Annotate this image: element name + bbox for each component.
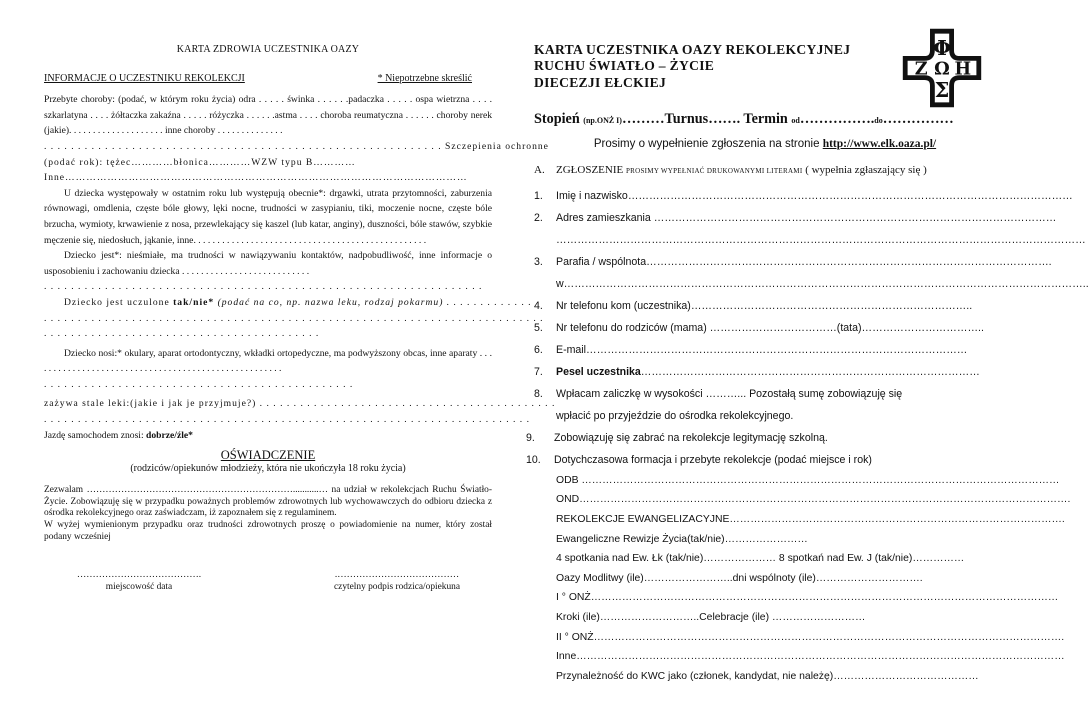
od-label: od xyxy=(791,116,800,126)
allergy-yes-no: tak/nie* xyxy=(173,296,215,308)
item-address-field[interactable]: Adres zamieszkania …………………………………………………………………………………………………… xyxy=(556,212,1057,225)
phos-zoe-cross-logo xyxy=(902,28,982,108)
item-pesel-label: Pesel uczestnika xyxy=(556,366,641,379)
svg-text:Σ: Σ xyxy=(934,76,950,102)
do-label: do xyxy=(874,116,883,126)
item-number: 8. xyxy=(534,388,543,401)
place-date-signature[interactable] xyxy=(44,569,234,593)
formation-prayer-oases[interactable]: Oazy Modlitwy (ile)……………………..dni wspólnoty (ile)…………………………. xyxy=(556,572,923,584)
section-title: ZGŁOSZENIE xyxy=(556,164,624,177)
item-number: 6. xyxy=(534,344,543,357)
item-phone-parents[interactable] xyxy=(534,312,996,334)
stopien-label: Stopień xyxy=(534,111,580,128)
item-formation xyxy=(526,444,996,467)
section-a-heading xyxy=(534,164,996,176)
registration-items xyxy=(526,180,1089,682)
stopien-turnus-termin-row[interactable] xyxy=(534,111,996,128)
online-form-link[interactable]: http://www.elk.oaza.pl/ xyxy=(822,138,937,151)
info-heading: INFORMACJE O UCZESTNIKU REKOLEKCJI xyxy=(44,72,245,84)
formation-ond[interactable]: OND……………………………………………………………………………………………………………………………. xyxy=(556,494,1071,506)
registration-card xyxy=(526,35,1089,682)
item-parish-field[interactable]: Parafia / wspólnota……………………………………………………………………………………………………. xyxy=(556,256,1052,269)
stopien-hint: (np.ONŻ I) xyxy=(583,116,622,126)
allergy-dots-1[interactable]: . . . . . . . . . . . . . . . . . . . . . . . . . . . . . . . . . . . . . . . . . . . . . . . . . . . . . . . . . . . . . . . . . . . . . . . . . . xyxy=(44,312,544,324)
svg-text:Ω: Ω xyxy=(934,58,950,80)
formation-other[interactable]: Inne…………………………………………………………………………………………………………………………… xyxy=(556,651,1065,663)
item-name[interactable] xyxy=(534,180,1073,203)
aids-dots[interactable]: . . . . . . . . . . . . . . . . . . . . . . . . . . . . . . . . . . . . . . . . . . . . . . xyxy=(44,378,354,390)
other-field[interactable]: Inne…………………………………………………………………………………………………… xyxy=(44,172,468,184)
formation-gospel-meetings[interactable]: 4 spotkania nad Ew. Łk (tak/nie)………………… 8 spotkań nad Ew. J (tak/nie)…………… xyxy=(556,553,965,565)
aids-field[interactable]: Dziecko nosi:* okulary, aparat ortodontyczny, wkładki ortopedyczne, ma podwyższony obcas, inne aparaty . . . . . . . . . . . . . . . . . . . . . . . . . . . . . . . . . . . . . . . . . . . . . . . . . . . . . xyxy=(44,347,492,375)
allergy-dots-2[interactable]: . . . . . . . . . . . . . . . . . . . . . . . . . . . . . . . . . . . . . . . . . xyxy=(44,328,320,340)
item-phone-parents-field[interactable]: Nr telefonu do rodziców (mama) ………………………………(tata)…………………………….. xyxy=(556,322,984,335)
item-phone-participant[interactable] xyxy=(534,290,996,312)
registration-title-line-2: RUCHU ŚWIATŁO – ŻYCIE xyxy=(534,58,715,74)
formation-steps[interactable]: Kroki (ile)………………………..Celebracje (ile) ……………………… xyxy=(556,611,866,623)
item-number: 4. xyxy=(534,300,543,313)
section-caps-note: PROSIMY WYPEŁNIAĆ DRUKOWANYMI LITERAMI xyxy=(625,167,803,176)
notify-text: W wyżej wymienionym przypadku oraz trudności zdrowotnych proszę o powiadomienie na numer, który został podany wcześniej xyxy=(44,520,492,542)
item-number: 10. xyxy=(526,454,541,467)
item-number: 3. xyxy=(534,256,543,269)
item-name-field[interactable]: Imię i nazwisko……………………………………………………………………………………………………………… xyxy=(556,190,1073,203)
formation-rewizje[interactable]: Ewangeliczne Rewizje Życia(tak/nie)…………………… xyxy=(556,533,808,545)
termin-label: Termin xyxy=(743,111,788,128)
illness-field[interactable]: Przebyte choroby: (podać, w którym roku życia) odra . . . . . świnka . . . . . .padaczka . . . . . ospa wietrzna . . . . szkarlatyna . . . . żółtaczka zakaźna . . . . . różyczka . . . . . .astma . . . . choroba reumatyczna . . . . . . choroby nerek (jakie). . . . . . . . . . . . . . . . . . . . inne choroby . . . . . . . . . . . . . . xyxy=(44,94,492,137)
online-form-text: Prosimy o wypełnienie zgłoszenia na stronie xyxy=(593,138,823,151)
allergy-hint: (podać na co, np. nazwa leku, rodzaj pokarmu) . . . . . . . . . . . . . xyxy=(214,296,532,308)
vaccination-dots[interactable]: . . . . . . . . . . . . . . . . . . . . . . . . . . . . . . . . . . . . . . . . . . . . . . . . . . . . . . . . . . . Szczepienia ochronne xyxy=(44,140,549,152)
formation-odb[interactable]: ODB ………………………………………………………………………………………………………………………… xyxy=(556,474,1060,486)
formation-evangelization[interactable]: REKOLEKCJE EWANGELIZACYJNE……………………………………………………………………………………. xyxy=(556,514,1065,525)
behavior-field[interactable]: Dziecko jest*: nieśmiałe, ma trudności w nawiązywaniu kontaktów, nadpobudliwość, inne informacje o usposobieniu i zachowaniu dziecka . . . . . . . . . . . . . . . . . . . . . . . . . . . xyxy=(44,250,492,277)
meds-field[interactable]: zażywa stale leki:(jakie i jak je przyjmuje?) . . . . . . . . . . . . . . . . . . . . . . . . . . . . . . . . . . . . . . . . . . . . xyxy=(44,398,556,410)
item-deposit-field[interactable]: Wpłacam zaliczkę w wysokości ………... Pozostałą sumę zobowiązuję się xyxy=(556,388,903,401)
declaration-title: OŚWIADCZENIE xyxy=(220,448,316,463)
section-letter: A. xyxy=(534,164,545,177)
registration-title-line-3: DIECEZJI EŁCKIEJ xyxy=(534,74,667,90)
do-field[interactable]: …………… xyxy=(882,111,954,128)
item-number: 1. xyxy=(534,190,543,203)
stopien-field[interactable]: ……… xyxy=(621,111,665,128)
formation-kwc[interactable]: Przynależność do KWC jako (członek, kandydat, nie należę)…………………………………… xyxy=(556,670,979,682)
place-date-label: miejscowość data xyxy=(105,582,173,593)
formation-onz-2[interactable]: II ° ONŻ………………………………………………………………………………………………………………………. xyxy=(556,631,1065,643)
item-number: 7. xyxy=(534,366,543,379)
item-parish[interactable] xyxy=(534,246,1052,269)
section-note: ( wypełnia zgłaszający się ) xyxy=(805,164,927,177)
item-parish-cont[interactable]: w………………………………………………………………………………………………………………………………….. xyxy=(556,278,1089,291)
item-deposit-cont: wpłacić po przyjeździe do ośrodka rekolekcyjnego. xyxy=(556,410,794,423)
item-phone-participant-field[interactable]: Nr telefonu kom (uczestnika)…………………………………………………………………….. xyxy=(556,300,973,313)
registration-title-line-1: KARTA UCZESTNIKA OAZY REKOLEKCYJNEJ xyxy=(534,42,851,57)
vaccination-field[interactable]: (podać rok): tężec…………błonica…………WZW typu B………… xyxy=(44,156,356,168)
item-school-id xyxy=(526,422,996,445)
item-address[interactable] xyxy=(534,202,1057,225)
online-form-notice xyxy=(534,138,996,150)
parent-signature-label: czytelny podpis rodzica/opiekuna xyxy=(334,582,460,593)
allergy-label: Dziecko jest uczulone xyxy=(64,296,174,308)
declaration-subtitle: (rodziców/opiekunów młodzieży, która nie ukończyła 18 roku życia) xyxy=(130,463,406,475)
strike-note: * Niepotrzebne skreślić xyxy=(377,72,472,84)
item-email-field[interactable]: E-mail……………………………………………………………………………………………… xyxy=(556,344,968,357)
svg-text:Φ: Φ xyxy=(932,35,952,61)
item-deposit[interactable] xyxy=(534,378,996,400)
item-pesel-field[interactable]: …………………………………………………………………………………… xyxy=(640,366,980,379)
symptoms-field[interactable]: U dziecka występowały w ostatnim roku lub występują obecnie*: drgawki, utrata przytomności, zaburzenia równowagi, omdlenia, częste bóle głowy, lęki nocne, trudności w zasypianiu, tiki, moczenie nocne, częste bóle brzucha, wymioty, krwawienie z nosa, przewlekający się kaszel (lub katar, anginy), duszności, bóle stawów, szybkie męczenie się, niedosłuch, jąkanie, inne. . . . . . . . . . . . . . . . . . . . . . . . . . . . . . . . . . . . . . . . . . . . . . . . . xyxy=(44,187,492,246)
car-label: Jazdę samochodem znosi: xyxy=(44,429,147,441)
item-formation-text: Dotychczasowa formacja i przebyte rekolekcje (podać miejsce i rok) xyxy=(554,454,872,467)
parent-signature-line[interactable]: .………………………………… xyxy=(334,570,460,581)
section-title-wrap xyxy=(556,164,927,176)
health-card-title: KARTA ZDROWIA UCZESTNIKA OAZY xyxy=(176,44,360,55)
item-email[interactable] xyxy=(534,334,996,356)
car-options: dobrze/źle* xyxy=(146,429,193,441)
parent-signature[interactable] xyxy=(302,569,492,593)
item-address-cont[interactable]: …………………………………………………………………………………………………………………………………… xyxy=(556,234,1086,247)
item-pesel[interactable] xyxy=(534,356,996,378)
svg-text:Z: Z xyxy=(914,58,928,80)
signature-row xyxy=(44,569,492,593)
svg-text:H: H xyxy=(954,58,972,80)
turnus-field[interactable]: ……. xyxy=(708,111,741,128)
item-number: 2. xyxy=(534,212,543,225)
meds-dots[interactable]: . . . . . . . . . . . . . . . . . . . . . . . . . . . . . . . . . . . . . . . . . . . . . . . . . . . . . . . . . . . . . . . . . . . . . . . . xyxy=(44,414,530,426)
item-school-id-text: Zobowiązuję się zabrać na rekolekcje legitymację szkolną. xyxy=(554,432,828,445)
turnus-label: Turnus xyxy=(664,111,709,128)
behavior-dots[interactable]: . . . . . . . . . . . . . . . . . . . . . . . . . . . . . . . . . . . . . . . . . . . . . . . . . . . . . . . . . . . . . . . . . xyxy=(44,281,483,293)
allergy-field[interactable] xyxy=(44,295,532,311)
formation-onz-1[interactable]: I ° ONŻ……………………………………………………………………………………………………………………… xyxy=(556,592,1059,604)
item-number: 9. xyxy=(526,432,535,445)
consent-text[interactable]: Zezwalam …………………………………………………………...........… na udział w rekolekcjach Ruchu Światło-Życie. Zobowiązuję się w przypadku poważnych problemów zdrowotnych lub wychowawczych do odbioru dziecka z ośrodka rekolekcyjnego oraz zaświadczam, iż zapoznałem się z regulaminem. xyxy=(44,485,492,519)
od-field[interactable]: ……………. xyxy=(799,111,875,128)
car-field[interactable] xyxy=(44,428,492,444)
info-heading-row xyxy=(44,71,492,87)
item-number: 5. xyxy=(534,322,543,335)
place-date-line[interactable]: …………………………………. xyxy=(76,570,202,581)
